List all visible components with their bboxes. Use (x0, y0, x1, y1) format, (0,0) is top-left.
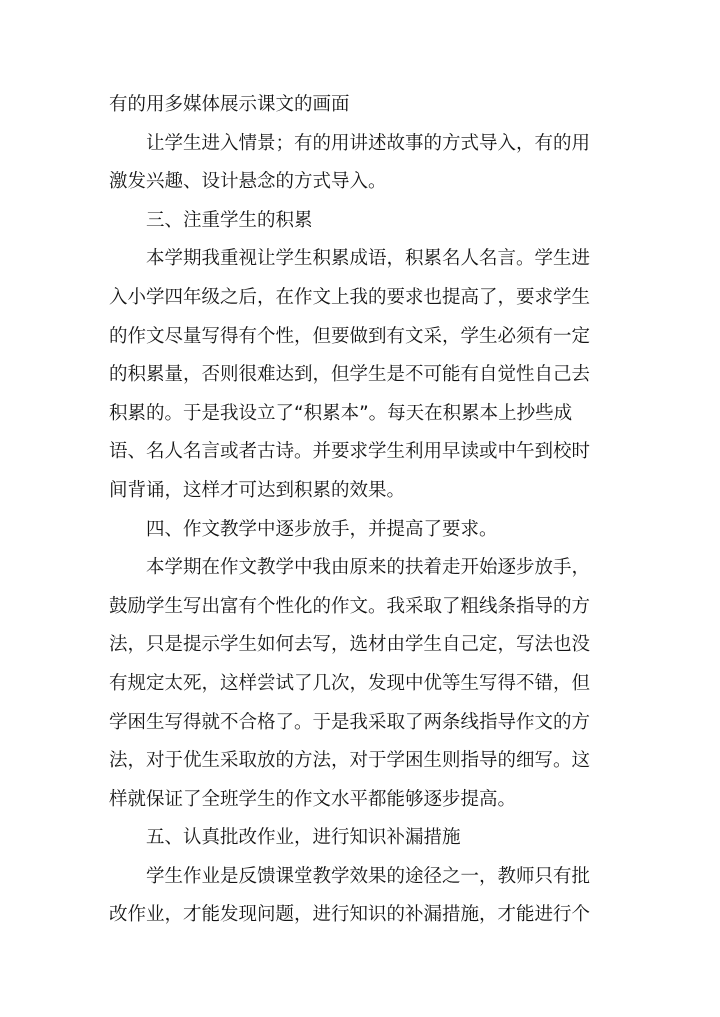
text-line-15: 法，只是提示学生如何去写，选材由学生自己定，写法也没 (109, 634, 591, 656)
text-line-10: 语、名人名言或者古诗。并要求学生利用早读或中午到校时 (109, 441, 591, 463)
text-line-7: 的作文尽量写得有个性，但要做到有文采，学生必须有一定 (109, 325, 591, 347)
text-line-13: 本学期在作文教学中我由原来的扶着走开始逐步放手， (146, 557, 591, 579)
text-line-3: 激发兴趣、设计悬念的方式导入。 (109, 171, 387, 193)
text-line-5: 本学期我重视让学生积累成语，积累名人名言。学生进 (146, 248, 591, 270)
text-line-19: 样就保证了全班学生的作文水平都能够逐步提高。 (109, 788, 517, 810)
text-line-2: 让学生进入情景；有的用讲述故事的方式导入，有的用 (146, 132, 591, 154)
text-line-16: 有规定太死，这样尝试了几次，发现中优等生写得不错，但 (109, 672, 591, 694)
document-body (109, 86, 614, 935)
text-line-9: 积累的。于是我设立了“积累本”。每天在积累本上抄些成 (109, 402, 573, 424)
section-heading-3: 三、注重学生的积累 (146, 209, 313, 231)
text-line-14: 鼓励学生写出富有个性化的作文。我采取了粗线条指导的方 (109, 595, 591, 617)
text-line-11: 间背诵，这样才可达到积累的效果。 (109, 479, 406, 501)
text-line-1: 有的用多媒体展示课文的画面 (109, 94, 350, 115)
text-line-21: 学生作业是反馈课堂教学效果的途径之一，教师只有批 (146, 865, 591, 887)
text-line-17: 学困生写得就不合格了。于是我采取了两条线指导作文的方 (109, 711, 591, 733)
section-heading-5: 五、认真批改作业，进行知识补漏措施 (146, 827, 461, 849)
text-line-22: 改作业，才能发现问题，进行知识的补漏措施，才能进行个 (109, 904, 591, 926)
section-heading-4: 四、作文教学中逐步放手，并提高了要求。 (146, 518, 498, 540)
text-line-8: 的积累量，否则很难达到，但学生是不可能有自觉性自己去 (109, 364, 591, 386)
text-line-6: 入小学四年级之后，在作文上我的要求也提高了，要求学生 (109, 286, 591, 308)
text-line-18: 法，对于优生采取放的方法，对于学困生则指导的细写。这 (109, 750, 591, 772)
